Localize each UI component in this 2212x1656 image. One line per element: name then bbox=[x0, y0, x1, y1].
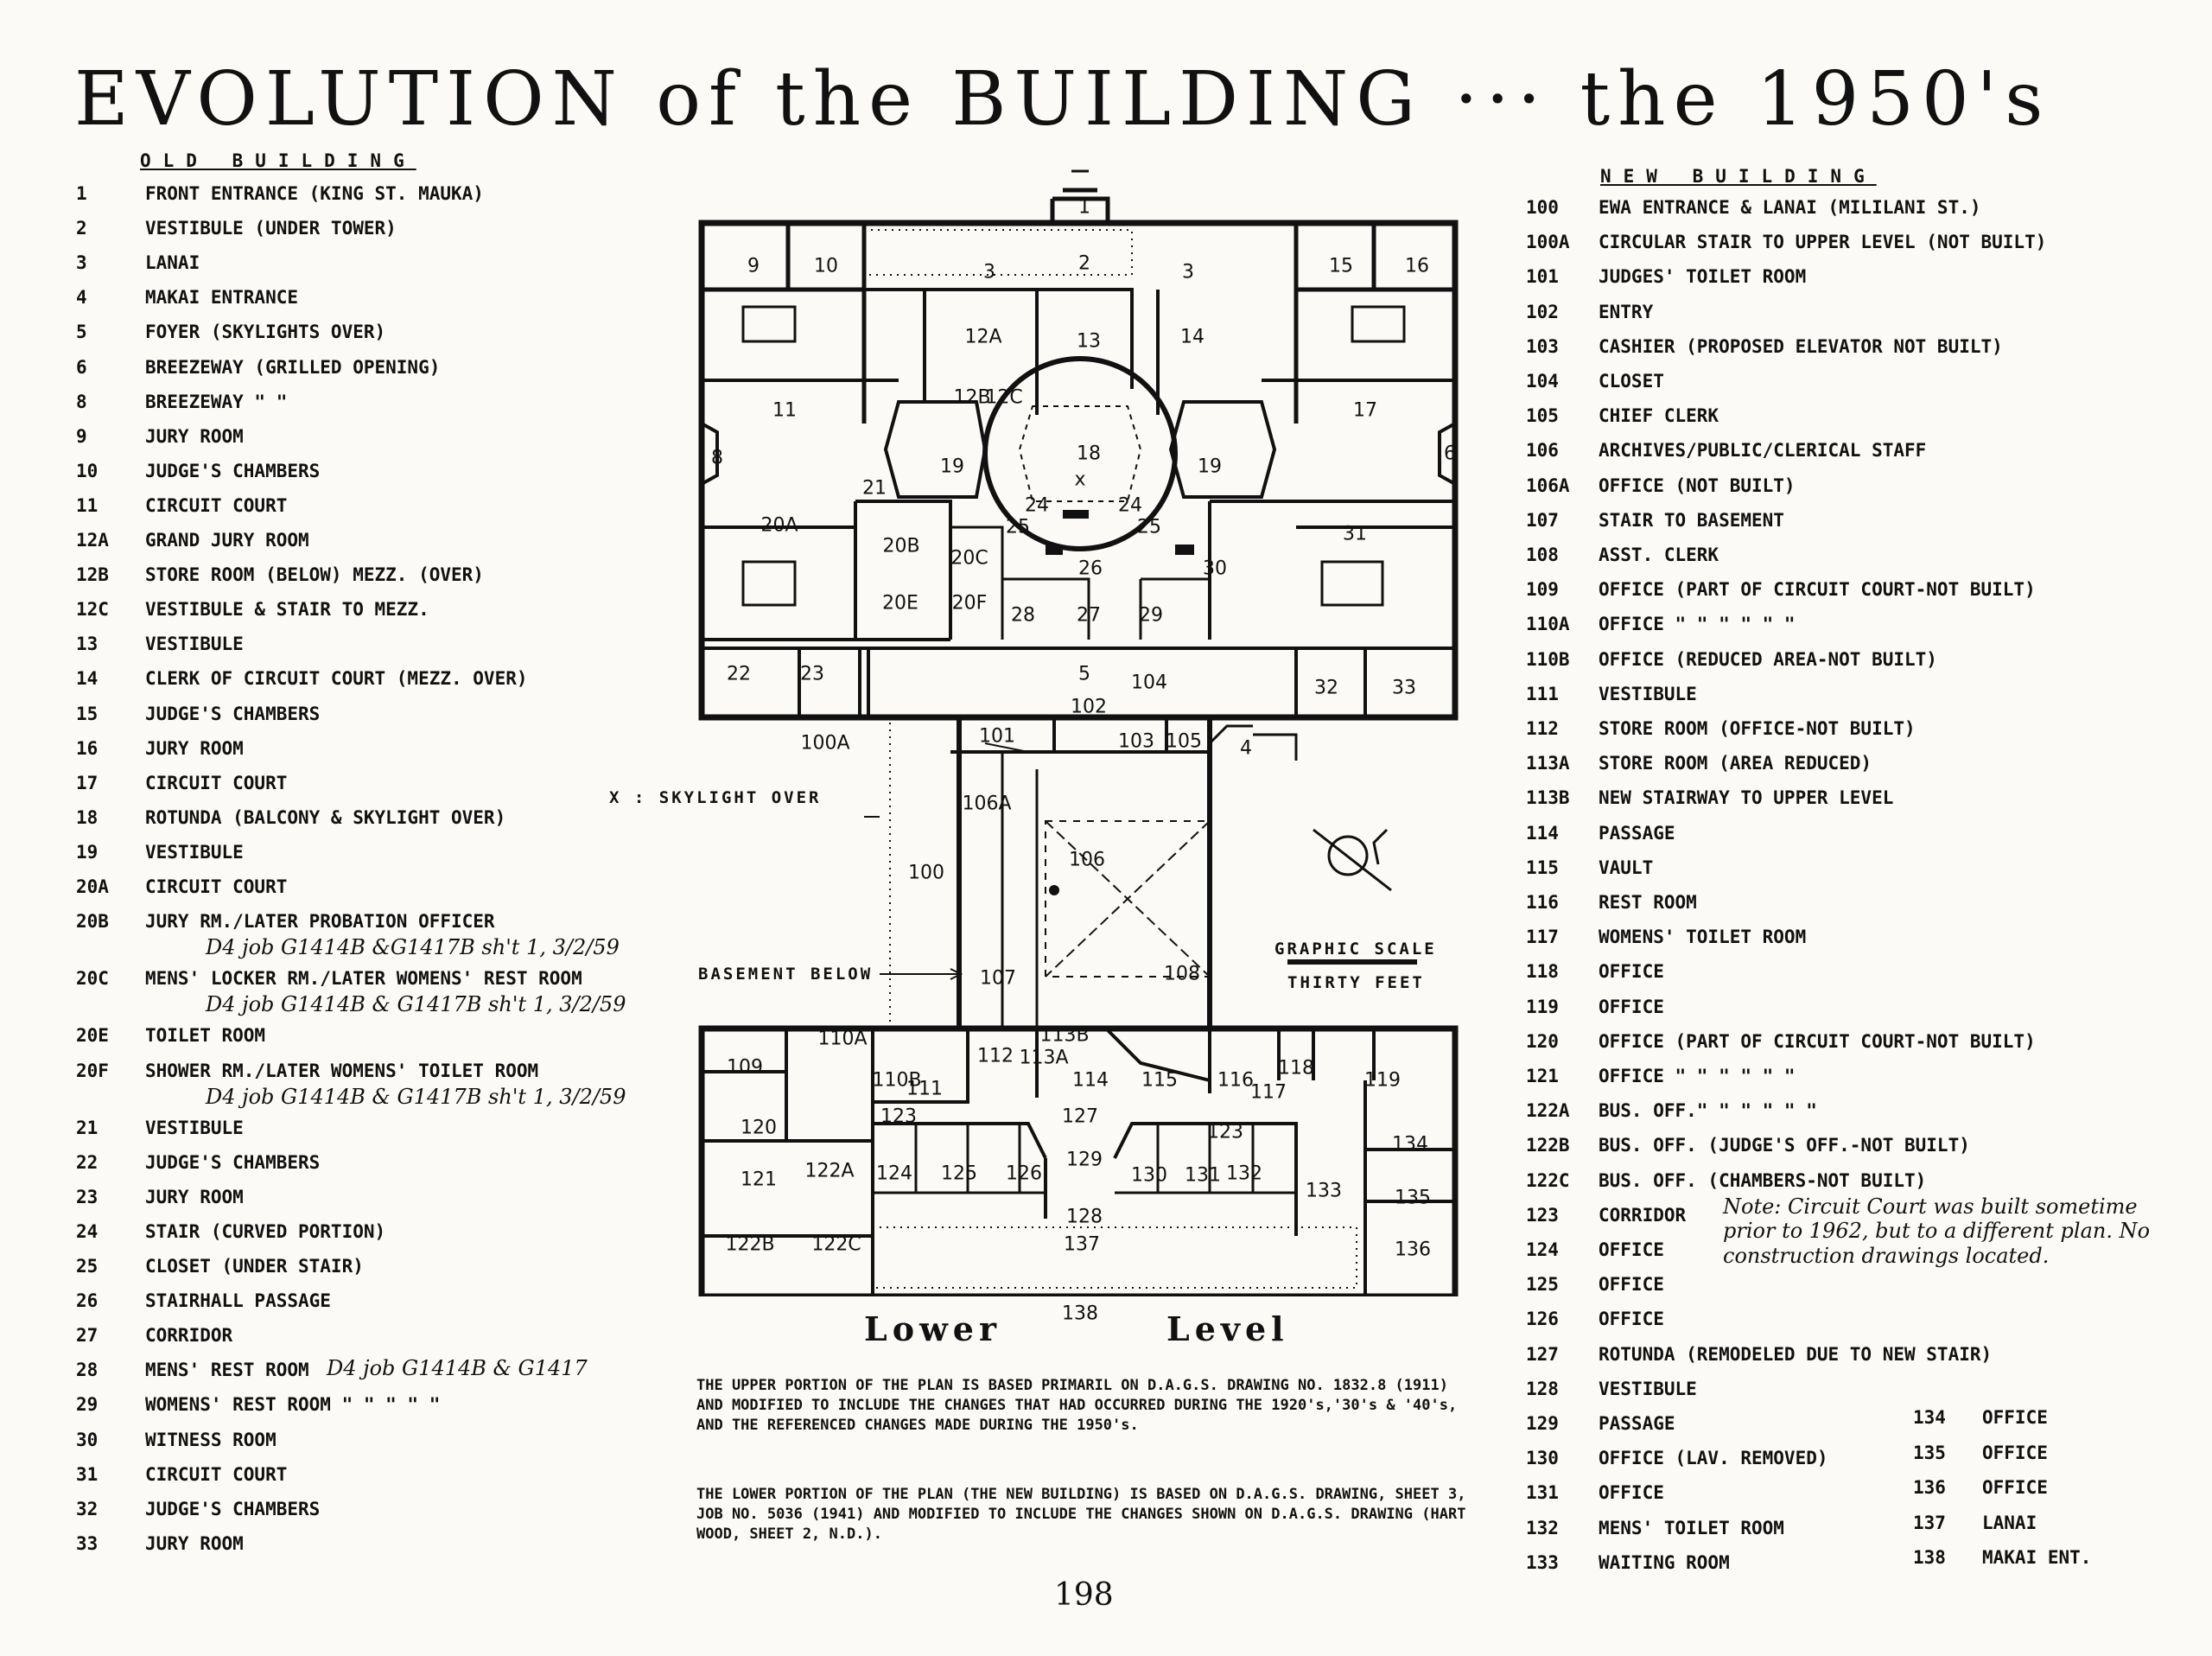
legend-label: CIRCUIT COURT bbox=[145, 494, 288, 516]
room-number: 128 bbox=[1066, 1206, 1103, 1228]
room-number: 27 bbox=[1077, 604, 1101, 627]
room-number: 3 bbox=[1182, 261, 1194, 283]
room-number: 115 bbox=[1141, 1069, 1178, 1092]
room-number: 122C bbox=[811, 1233, 861, 1256]
legend-label: SHOWER RM./LATER WOMENS' TOILET ROOM bbox=[145, 1060, 539, 1081]
legend-number: 10 bbox=[76, 460, 99, 481]
legend-label: REST ROOM bbox=[1599, 892, 1697, 913]
plan-note-upper: THE UPPER PORTION OF THE PLAN IS BASED PRIMARIL ON D.A.G.S. DRAWING NO. 1832.8 (1911) AND MODIFIED TO INCLUDE THE CHANGES THAT HAD OCCURRED DURING THE 1920's,'30's & '40's, AND THE REFERENCED CHANGES MADE DURING THE 1950's. bbox=[696, 1377, 1458, 1434]
room-number: 111 bbox=[906, 1078, 943, 1100]
legend-label: LANAI bbox=[1982, 1512, 2037, 1533]
legend-label: JUDGE'S CHAMBERS bbox=[145, 460, 321, 481]
legend-number: 32 bbox=[76, 1498, 99, 1519]
legend-number: 4 bbox=[76, 287, 87, 309]
room-number: 126 bbox=[1006, 1162, 1042, 1185]
room-number: 129 bbox=[1066, 1149, 1103, 1171]
legend-reference-note: D4 job G1414B &G1417B sh't 1, 3/2/59 bbox=[206, 935, 620, 960]
legend-number: 11 bbox=[76, 494, 99, 516]
legend-label: MENS' TOILET ROOM bbox=[1599, 1517, 1784, 1538]
legend-number: 114 bbox=[1526, 822, 1559, 844]
legend-number: 107 bbox=[1526, 509, 1559, 531]
legend-number: 135 bbox=[1913, 1442, 1946, 1463]
room-number: 132 bbox=[1226, 1162, 1262, 1185]
legend-label: BREEZEWAY " " bbox=[145, 391, 288, 412]
legend-number: 23 bbox=[76, 1186, 99, 1207]
room-number: 112 bbox=[977, 1045, 1014, 1067]
legend-number: 109 bbox=[1526, 579, 1559, 601]
legend-number: 9 bbox=[76, 425, 87, 447]
room-number: 114 bbox=[1072, 1069, 1109, 1092]
room-number: 125 bbox=[941, 1162, 977, 1185]
legend-label: CIRCULAR STAIR TO UPPER LEVEL (NOT BUILT) bbox=[1599, 232, 2047, 253]
legend-label: MENS' REST ROOM bbox=[145, 1360, 309, 1381]
legend-number: 24 bbox=[76, 1220, 99, 1242]
room-number: 13 bbox=[1077, 330, 1101, 353]
legend-number: 138 bbox=[1913, 1547, 1946, 1569]
legend-label: OFFICE bbox=[1982, 1407, 2048, 1428]
room-number: 5 bbox=[1078, 663, 1090, 685]
room-number: 12A bbox=[964, 326, 1002, 348]
legend-number: 130 bbox=[1526, 1448, 1559, 1469]
legend-label: PASSAGE bbox=[1599, 1413, 1675, 1434]
room-number: 11 bbox=[772, 399, 797, 422]
legend-label: STAIR TO BASEMENT bbox=[1599, 509, 1784, 531]
legend-number: 110B bbox=[1526, 648, 1570, 670]
room-number: 14 bbox=[1180, 326, 1205, 348]
scale-value: THIRTY FEET bbox=[1287, 973, 1425, 992]
legend-label: EWA ENTRANCE & LANAI (MILILANI ST.) bbox=[1599, 197, 1981, 218]
legend-number: 137 bbox=[1913, 1512, 1946, 1533]
legend-reference-note: D4 job G1414B & G1417B sh't 1, 3/2/59 bbox=[206, 992, 626, 1017]
room-number: 24 bbox=[1025, 494, 1049, 517]
legend-label: OFFICE bbox=[1982, 1477, 2048, 1499]
handwritten-note: Note: Circuit Court was built sometime prior to 1962, but to a different plan. No construction drawings located. bbox=[1723, 1194, 2151, 1268]
room-number: 33 bbox=[1392, 677, 1416, 699]
legend-label: JURY RM./LATER PROBATION OFFICER bbox=[145, 911, 495, 933]
legend-number: 3 bbox=[76, 252, 87, 274]
room-number: 113A bbox=[1019, 1047, 1069, 1069]
legend-label: VESTIBULE bbox=[145, 1117, 244, 1138]
legend-label: BUS. OFF." " " " " " bbox=[1599, 1100, 1817, 1122]
legend-label: ROTUNDA (BALCONY & SKYLIGHT OVER) bbox=[145, 806, 506, 828]
legend-label: JUDGES' TOILET ROOM bbox=[1599, 266, 1807, 288]
legend-number: 26 bbox=[76, 1290, 99, 1312]
legend-label: OFFICE bbox=[1599, 1239, 1664, 1260]
legend-label: WOMENS' REST ROOM " " " " " bbox=[145, 1394, 441, 1416]
legend-label: ARCHIVES/PUBLIC/CLERICAL STAFF bbox=[1599, 440, 1927, 462]
skylight-legend: X : SKYLIGHT OVER bbox=[609, 788, 822, 807]
room-number: 2 bbox=[1078, 252, 1090, 275]
legend-label: ENTRY bbox=[1599, 301, 1654, 322]
legend-number: 117 bbox=[1526, 927, 1559, 948]
room-number: 116 bbox=[1217, 1069, 1254, 1092]
legend-label: OFFICE (PART OF CIRCUIT COURT-NOT BUILT) bbox=[1599, 579, 2036, 601]
room-number: 4 bbox=[1240, 737, 1252, 760]
legend-number: 103 bbox=[1526, 335, 1559, 357]
legend-label: STAIR (CURVED PORTION) bbox=[145, 1220, 386, 1242]
legend-label: FRONT ENTRANCE (KING ST. MAUKA) bbox=[145, 183, 484, 204]
legend-label: OFFICE bbox=[1599, 1274, 1664, 1296]
legend-number: 131 bbox=[1526, 1482, 1559, 1504]
room-number: 122A bbox=[804, 1160, 855, 1182]
legend-label: MENS' LOCKER RM./LATER WOMENS' REST ROOM bbox=[145, 968, 582, 990]
legend-number: 124 bbox=[1526, 1239, 1559, 1260]
legend-label: WAITING ROOM bbox=[1599, 1551, 1730, 1573]
room-number: 20F bbox=[951, 592, 988, 615]
legend-number: 102 bbox=[1526, 301, 1559, 322]
legend-number: 122A bbox=[1526, 1100, 1570, 1122]
legend-label: VAULT bbox=[1599, 857, 1654, 878]
room-number: 120 bbox=[741, 1117, 777, 1139]
legend-number: 105 bbox=[1526, 405, 1559, 427]
room-number: 100A bbox=[800, 732, 850, 755]
room-number: 3 bbox=[983, 261, 995, 283]
legend-label: VESTIBULE bbox=[1599, 1378, 1697, 1399]
legend-number: 27 bbox=[76, 1325, 99, 1347]
legend-number: 22 bbox=[76, 1151, 99, 1173]
legend-number: 19 bbox=[76, 841, 99, 863]
legend-inline-note: D4 job G1414B & G1417 bbox=[327, 1356, 588, 1381]
legend-label: PASSAGE bbox=[1599, 822, 1675, 844]
basement-label: BASEMENT BELOW bbox=[698, 965, 874, 984]
floor-plan bbox=[609, 164, 1469, 1325]
legend-number: 29 bbox=[76, 1394, 99, 1416]
room-number: 20E bbox=[882, 592, 918, 615]
legend-label: VESTIBULE (UNDER TOWER) bbox=[145, 218, 397, 239]
room-number: 122B bbox=[725, 1233, 775, 1256]
room-number: 23 bbox=[800, 663, 824, 685]
plan-note-lower: THE LOWER PORTION OF THE PLAN (THE NEW BUILDING) IS BASED ON D.A.G.S. DRAWING, SHEET 3, JOB NO. 5036 (1941) AND MODIFIED TO INCLUDE THE CHANGES SHOWN ON D.A.G.S. DRAWING (HART WOOD, SHEET 2, N.D.). bbox=[696, 1486, 1466, 1543]
legend-number: 20C bbox=[76, 968, 109, 990]
scale-label: GRAPHIC SCALE bbox=[1274, 939, 1437, 959]
legend-number: 134 bbox=[1913, 1407, 1946, 1428]
legend-label: NEW STAIRWAY TO UPPER LEVEL bbox=[1599, 787, 1894, 809]
room-number: 22 bbox=[727, 663, 751, 685]
legend-label: OFFICE " " " " " " bbox=[1599, 614, 1796, 635]
room-number: 124 bbox=[876, 1162, 912, 1185]
legend-number: 118 bbox=[1526, 961, 1559, 983]
room-number: 110B bbox=[872, 1069, 922, 1092]
room-number: 24 bbox=[1118, 494, 1142, 517]
legend-number: 119 bbox=[1526, 996, 1559, 1017]
legend-number: 20B bbox=[76, 911, 109, 933]
room-number: 136 bbox=[1395, 1239, 1431, 1261]
room-number: 121 bbox=[741, 1169, 777, 1191]
room-number: 28 bbox=[1011, 604, 1035, 627]
room-number: 26 bbox=[1078, 557, 1103, 580]
room-number: 25 bbox=[1006, 516, 1030, 538]
legend-label: LANAI bbox=[145, 252, 200, 274]
legend-number: 100A bbox=[1526, 232, 1570, 253]
legend-number: 113A bbox=[1526, 753, 1570, 774]
legend-number: 116 bbox=[1526, 892, 1559, 913]
legend-number: 106A bbox=[1526, 475, 1570, 496]
legend-label: VESTIBULE & STAIR TO MEZZ. bbox=[145, 599, 429, 621]
room-number: 8 bbox=[711, 447, 723, 469]
room-number: 17 bbox=[1353, 399, 1377, 422]
room-number: 118 bbox=[1278, 1057, 1314, 1080]
legend-label: TOILET ROOM bbox=[145, 1025, 266, 1047]
legend-label: CHIEF CLERK bbox=[1599, 405, 1719, 427]
legend-number: 12C bbox=[76, 599, 109, 621]
room-number: 133 bbox=[1306, 1180, 1342, 1202]
room-number: 25 bbox=[1137, 516, 1161, 538]
room-number: 106A bbox=[962, 793, 1012, 815]
legend-number: 120 bbox=[1526, 1030, 1559, 1052]
legend-label: BUS. OFF. (CHAMBERS-NOT BUILT) bbox=[1599, 1169, 1927, 1191]
legend-label: ASST. CLERK bbox=[1599, 545, 1719, 565]
room-number: 21 bbox=[862, 477, 887, 500]
room-number: 119 bbox=[1364, 1069, 1401, 1092]
legend-label: OFFICE bbox=[1599, 961, 1664, 983]
legend-number: 136 bbox=[1913, 1477, 1946, 1499]
level-word-1: Lower bbox=[864, 1309, 1001, 1348]
legend-number: 100 bbox=[1526, 197, 1559, 218]
legend-number: 112 bbox=[1526, 718, 1559, 739]
skylight-mark: x bbox=[1074, 468, 1086, 491]
room-number: 32 bbox=[1314, 677, 1338, 699]
legend-label: CLOSET bbox=[1599, 371, 1664, 392]
room-number: 110A bbox=[817, 1028, 868, 1050]
legend-label: WITNESS ROOM bbox=[145, 1429, 276, 1450]
legend-number: 123 bbox=[1526, 1204, 1559, 1226]
room-number: 134 bbox=[1392, 1133, 1428, 1156]
legend-label: WOMENS' TOILET ROOM bbox=[1599, 927, 1807, 948]
legend-label: VESTIBULE bbox=[145, 634, 244, 655]
room-number: 12B bbox=[953, 386, 991, 409]
legend-number: 30 bbox=[76, 1429, 99, 1450]
room-number: 15 bbox=[1329, 255, 1353, 277]
legend-label: MAKAI ENTRANCE bbox=[145, 287, 299, 309]
room-number: 137 bbox=[1064, 1233, 1100, 1256]
legend-label: STORE ROOM (OFFICE-NOT BUILT) bbox=[1599, 718, 1916, 739]
room-number: 127 bbox=[1062, 1105, 1098, 1128]
legend-label: OFFICE bbox=[1982, 1442, 2048, 1463]
legend-label: OFFICE (PART OF CIRCUIT COURT-NOT BUILT) bbox=[1599, 1030, 2036, 1052]
legend-reference-note: D4 job G1414B & G1417B sh't 1, 3/2/59 bbox=[206, 1084, 626, 1109]
legend-label: BUS. OFF. (JUDGE'S OFF.-NOT BUILT) bbox=[1599, 1135, 1970, 1156]
legend-number: 16 bbox=[76, 737, 99, 759]
legend-number: 6 bbox=[76, 356, 87, 378]
legend-number: 129 bbox=[1526, 1413, 1559, 1434]
room-number: 102 bbox=[1071, 696, 1107, 718]
legend-number: 12A bbox=[76, 530, 109, 551]
room-number: 108 bbox=[1164, 963, 1200, 985]
legend-label: MAKAI ENT. bbox=[1982, 1547, 2092, 1569]
legend-number: 14 bbox=[76, 668, 99, 690]
legend-number: 25 bbox=[76, 1256, 99, 1277]
legend-number: 126 bbox=[1526, 1309, 1559, 1330]
legend-number: 20E bbox=[76, 1025, 109, 1047]
legend-label: CORRIDOR bbox=[145, 1325, 233, 1347]
legend-label: JUDGE'S CHAMBERS bbox=[145, 1151, 321, 1173]
legend-label: CLERK OF CIRCUIT COURT (MEZZ. OVER) bbox=[145, 668, 528, 690]
room-number: 19 bbox=[1198, 455, 1222, 478]
legend-number: 20F bbox=[76, 1060, 109, 1081]
page-title: EVOLUTION of the BUILDING ··· the 1950's bbox=[74, 56, 2051, 143]
legend-label: OFFICE (NOT BUILT) bbox=[1599, 475, 1796, 496]
legend-number: 33 bbox=[76, 1532, 99, 1554]
legend-label: OFFICE bbox=[1599, 1482, 1664, 1504]
legend-number: 113B bbox=[1526, 787, 1570, 809]
room-number: 16 bbox=[1405, 255, 1429, 277]
room-number: 113B bbox=[1039, 1024, 1090, 1047]
legend-number: 2 bbox=[76, 218, 87, 239]
legend-number: 20A bbox=[76, 876, 109, 897]
room-number: 29 bbox=[1139, 604, 1163, 627]
legend-label: CLOSET (UNDER STAIR) bbox=[145, 1256, 364, 1277]
legend-number: 8 bbox=[76, 391, 87, 412]
legend-label: JUDGE'S CHAMBERS bbox=[145, 1498, 321, 1519]
room-number: 1 bbox=[1078, 196, 1090, 219]
legend-label: FOYER (SKYLIGHTS OVER) bbox=[145, 322, 386, 343]
legend-number: 17 bbox=[76, 772, 99, 793]
legend-label: OFFICE (LAV. REMOVED) bbox=[1599, 1448, 1828, 1469]
legend-label: GRAND JURY ROOM bbox=[145, 530, 309, 551]
legend-number: 101 bbox=[1526, 266, 1559, 288]
legend-label: CASHIER (PROPOSED ELEVATOR NOT BUILT) bbox=[1599, 335, 2003, 357]
room-number: 20A bbox=[760, 514, 798, 537]
legend-label: JURY ROOM bbox=[145, 1186, 244, 1207]
legend-label: JURY ROOM bbox=[145, 425, 244, 447]
old-building-header: OLD BUILDING bbox=[140, 150, 416, 171]
room-number: 138 bbox=[1062, 1303, 1098, 1325]
room-number: 9 bbox=[747, 255, 760, 277]
room-number: 117 bbox=[1250, 1081, 1287, 1104]
legend-number: 1 bbox=[76, 183, 87, 204]
room-number: 103 bbox=[1118, 730, 1154, 753]
legend-number: 115 bbox=[1526, 857, 1559, 878]
room-number: 30 bbox=[1203, 557, 1227, 580]
legend-label: OFFICE " " " " " " bbox=[1599, 1066, 1796, 1086]
legend-number: 122C bbox=[1526, 1169, 1570, 1191]
room-number: 104 bbox=[1131, 672, 1167, 694]
room-number: 105 bbox=[1166, 730, 1202, 753]
room-number: 109 bbox=[727, 1056, 763, 1079]
legend-label: CORRIDOR bbox=[1599, 1204, 1687, 1226]
legend-number: 5 bbox=[76, 322, 87, 343]
legend-number: 110A bbox=[1526, 614, 1570, 635]
legend-label: OFFICE bbox=[1599, 1309, 1664, 1330]
legend-number: 15 bbox=[76, 703, 99, 724]
room-number: 123 bbox=[880, 1105, 917, 1128]
room-number: 20B bbox=[882, 535, 920, 557]
room-number: 12C bbox=[985, 386, 1023, 409]
room-number: 100 bbox=[908, 862, 944, 884]
room-number: 101 bbox=[979, 725, 1015, 748]
room-number: 106 bbox=[1069, 849, 1105, 871]
legend-number: 28 bbox=[76, 1360, 99, 1381]
legend-label: CIRCUIT COURT bbox=[145, 1463, 288, 1485]
legend-number: 108 bbox=[1526, 545, 1559, 565]
room-number: 130 bbox=[1131, 1164, 1167, 1187]
new-building-header: NEW BUILDING bbox=[1600, 166, 1877, 187]
legend-number: 132 bbox=[1526, 1517, 1559, 1538]
legend-label: CIRCUIT COURT bbox=[145, 772, 288, 793]
room-number: 107 bbox=[980, 967, 1016, 990]
legend-label: VESTIBULE bbox=[1599, 683, 1697, 704]
legend-number: 104 bbox=[1526, 371, 1559, 392]
legend-number: 18 bbox=[76, 806, 99, 828]
legend-number: 31 bbox=[76, 1463, 99, 1485]
room-number: 20C bbox=[950, 547, 988, 570]
legend-label: STORE ROOM (BELOW) MEZZ. (OVER) bbox=[145, 564, 484, 586]
legend-number: 127 bbox=[1526, 1343, 1559, 1365]
legend-label: JURY ROOM bbox=[145, 737, 244, 759]
legend-label: OFFICE (REDUCED AREA-NOT BUILT) bbox=[1599, 648, 1937, 670]
legend-label: OFFICE bbox=[1599, 996, 1664, 1017]
legend-number: 111 bbox=[1526, 683, 1559, 704]
legend-label: BREEZEWAY (GRILLED OPENING) bbox=[145, 356, 441, 378]
legend-label: JURY ROOM bbox=[145, 1532, 244, 1554]
legend-number: 12B bbox=[76, 564, 109, 586]
room-number: 19 bbox=[940, 455, 964, 478]
legend-label: JUDGE'S CHAMBERS bbox=[145, 703, 321, 724]
legend-label: STORE ROOM (AREA REDUCED) bbox=[1599, 753, 1872, 774]
legend-label: ROTUNDA (REMODELED DUE TO NEW STAIR) bbox=[1599, 1343, 1993, 1365]
legend-number: 122B bbox=[1526, 1135, 1570, 1156]
legend-number: 13 bbox=[76, 634, 99, 655]
room-number: 123 bbox=[1207, 1121, 1243, 1143]
page-number: 198 bbox=[1054, 1577, 1114, 1613]
room-number: 131 bbox=[1185, 1164, 1221, 1187]
legend-number: 21 bbox=[76, 1117, 99, 1138]
legend-number: 121 bbox=[1526, 1066, 1559, 1086]
legend-number: 128 bbox=[1526, 1378, 1559, 1399]
room-number: 10 bbox=[814, 255, 838, 277]
room-number: 6 bbox=[1444, 443, 1456, 465]
level-word-2: Level bbox=[1166, 1309, 1289, 1348]
room-number: 31 bbox=[1343, 523, 1367, 545]
legend-label: VESTIBULE bbox=[145, 841, 244, 863]
legend-number: 106 bbox=[1526, 440, 1559, 462]
legend-label: STAIRHALL PASSAGE bbox=[145, 1290, 331, 1312]
room-number: 135 bbox=[1395, 1187, 1431, 1209]
room-number: 18 bbox=[1077, 443, 1101, 465]
legend-number: 125 bbox=[1526, 1274, 1559, 1296]
legend-number: 133 bbox=[1526, 1551, 1559, 1573]
legend-label: CIRCUIT COURT bbox=[145, 876, 288, 897]
